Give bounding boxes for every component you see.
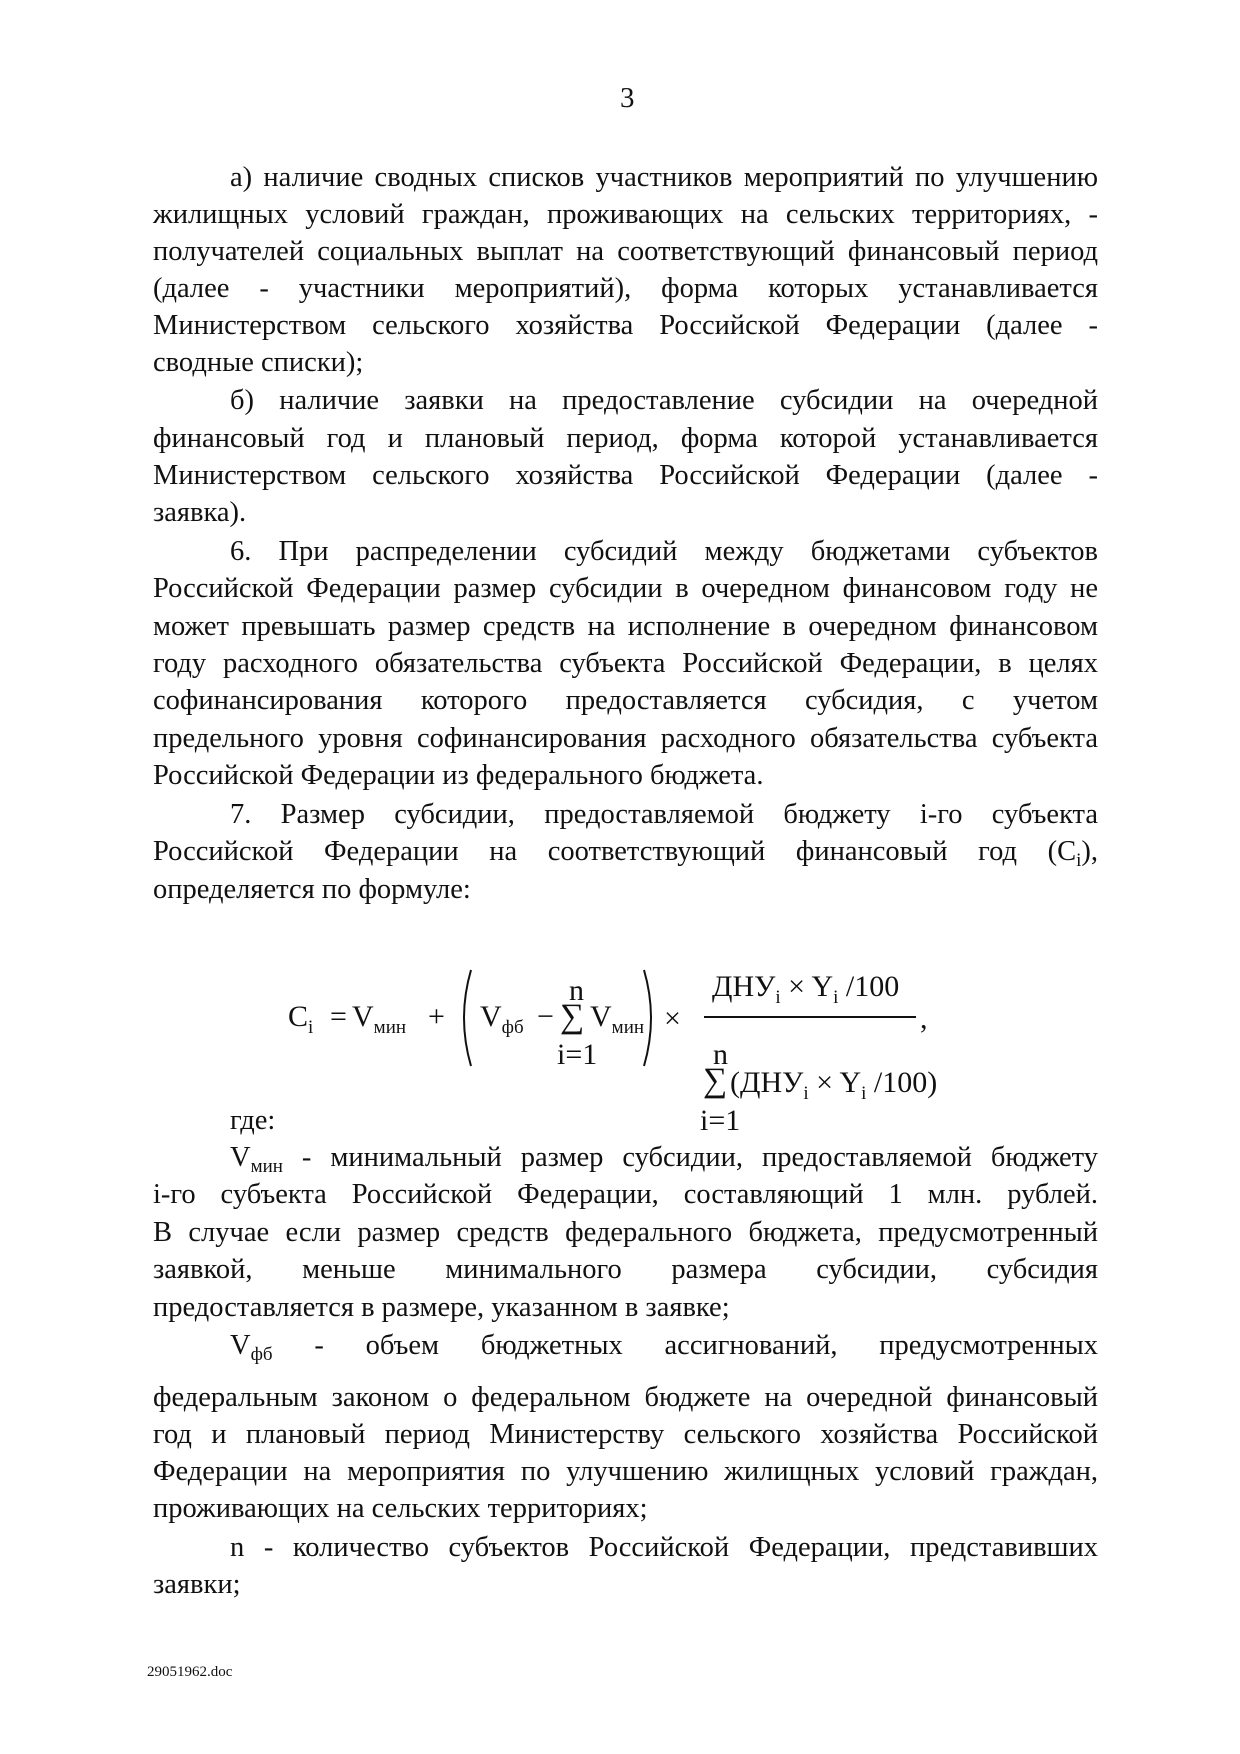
formula-equals: = [330, 1000, 347, 1033]
text-line: заявки; [153, 1569, 241, 1600]
text-line: финансовый год и плановый период, форма которой устанавливается [153, 423, 1098, 454]
text-segment: V [230, 1142, 251, 1173]
text-line: а) наличие сводных списков участников мероприятий по улучшению [230, 162, 1098, 193]
formula-vmin-sum: $V_{мин}$ [590, 1000, 645, 1038]
formula-vfb: $V_{фб}$ [480, 1000, 524, 1038]
text-line: Российской Федерации из федерального бюджета. [153, 760, 764, 791]
left-paren [455, 968, 475, 1068]
formula-plus: + [428, 1000, 445, 1033]
text-line [230, 1139, 1098, 1176]
text-line: софинансирования которого предоставляется субсидия, с учетом [153, 685, 1098, 716]
text-line: заявкой, меньше минимального размера субсидии, субсидия [153, 1254, 1098, 1285]
formula-comma: , [920, 1002, 928, 1035]
formula-times: × [664, 1002, 681, 1035]
text-segment: V [230, 1330, 251, 1361]
text-line: Министерством сельского хозяйства Российской Федерации (далее - [153, 310, 1098, 341]
subscript: фб [250, 1344, 273, 1365]
formula-ci: $C_i$ [288, 1000, 314, 1038]
text-line: где: [230, 1105, 276, 1136]
text-line: i-го субъекта Российской Федерации, составляющий 1 млн. рублей. [153, 1179, 1098, 1210]
text-line: предоставляется в размере, указанном в заявке; [153, 1292, 730, 1323]
text-line: 7. Размер субсидии, предоставляемой бюджету i-го субъекта [230, 799, 1098, 830]
sigma-icon: ∑ [703, 1062, 728, 1099]
sigma-lower: i=1 [557, 1038, 598, 1071]
subscript: мин [250, 1156, 283, 1177]
text-line: год и плановый период Министерству сельского хозяйства Российской [153, 1419, 1098, 1450]
text-segment: - объем бюджетных ассигнований, предусмотренных [272, 1330, 1098, 1361]
text-line: федеральным законом о федеральном бюджете на очередной финансовый [153, 1382, 1098, 1413]
text-segment: Российской Федерации на соответствующий финансовый год (C [153, 836, 1077, 867]
text-line: 6. При распределении субсидий между бюджетами субъектов [230, 536, 1098, 567]
text-segment: ), [1081, 836, 1098, 867]
text-line: предельного уровня софинансирования расходного обязательства субъекта [153, 723, 1098, 754]
formula-minus: − [537, 1000, 554, 1033]
text-line: году расходного обязательства субъекта Российской Федерации, в целях [153, 648, 1098, 679]
sigma-icon: ∑ [560, 998, 585, 1035]
text-line [153, 833, 1098, 870]
text-line: заявка). [153, 497, 247, 528]
text-line: сводные списки); [153, 347, 364, 378]
text-line: жилищных условий граждан, проживающих на сельских территориях, - [153, 199, 1098, 230]
text-segment: - минимальный размер субсидии, предоставляемой бюджету [282, 1142, 1098, 1173]
text-line: n - количество субъектов Российской Федерации, представивших [230, 1532, 1098, 1563]
formula-vmin: $V_{мин}$ [352, 1000, 407, 1038]
text-line: б) наличие заявки на предоставление субсидии на очередной [230, 385, 1098, 416]
text-line: определяется по формуле: [153, 874, 471, 905]
fraction-numerator: $ДНУ_i \times Y_i$ /100 [712, 970, 900, 1008]
right-paren [640, 968, 660, 1068]
page-number: 3 [620, 82, 635, 114]
text-line: может превышать размер средств на исполнение в очередном финансовом [153, 611, 1098, 642]
sigma-lower: i=1 [700, 1104, 741, 1137]
text-line: В случае если размер средств федерального бюджета, предусмотренный [153, 1217, 1098, 1248]
text-line: проживающих на сельских территориях; [153, 1493, 648, 1524]
text-line: (далее - участники мероприятий), форма которых устанавливается [153, 273, 1098, 304]
sigma-upper: n [569, 974, 584, 1007]
footer-filename: 29051962.doc [147, 1664, 233, 1680]
sigma-upper: n [713, 1038, 728, 1071]
fraction-denominator: ($ДНУ_i \times Y_i$ /100) [730, 1066, 938, 1104]
text-line: Министерством сельского хозяйства Российской Федерации (далее - [153, 460, 1098, 491]
subscript: i [1076, 850, 1082, 871]
text-line: получателей социальных выплат на соответствующий финансовый период [153, 236, 1098, 267]
fraction-bar [704, 1016, 916, 1018]
text-line: Российской Федерации размер субсидии в очередном финансовом году не [153, 573, 1098, 604]
text-line: Федерации на мероприятия по улучшению жилищных условий граждан, [153, 1456, 1098, 1487]
text-line [230, 1327, 1098, 1364]
